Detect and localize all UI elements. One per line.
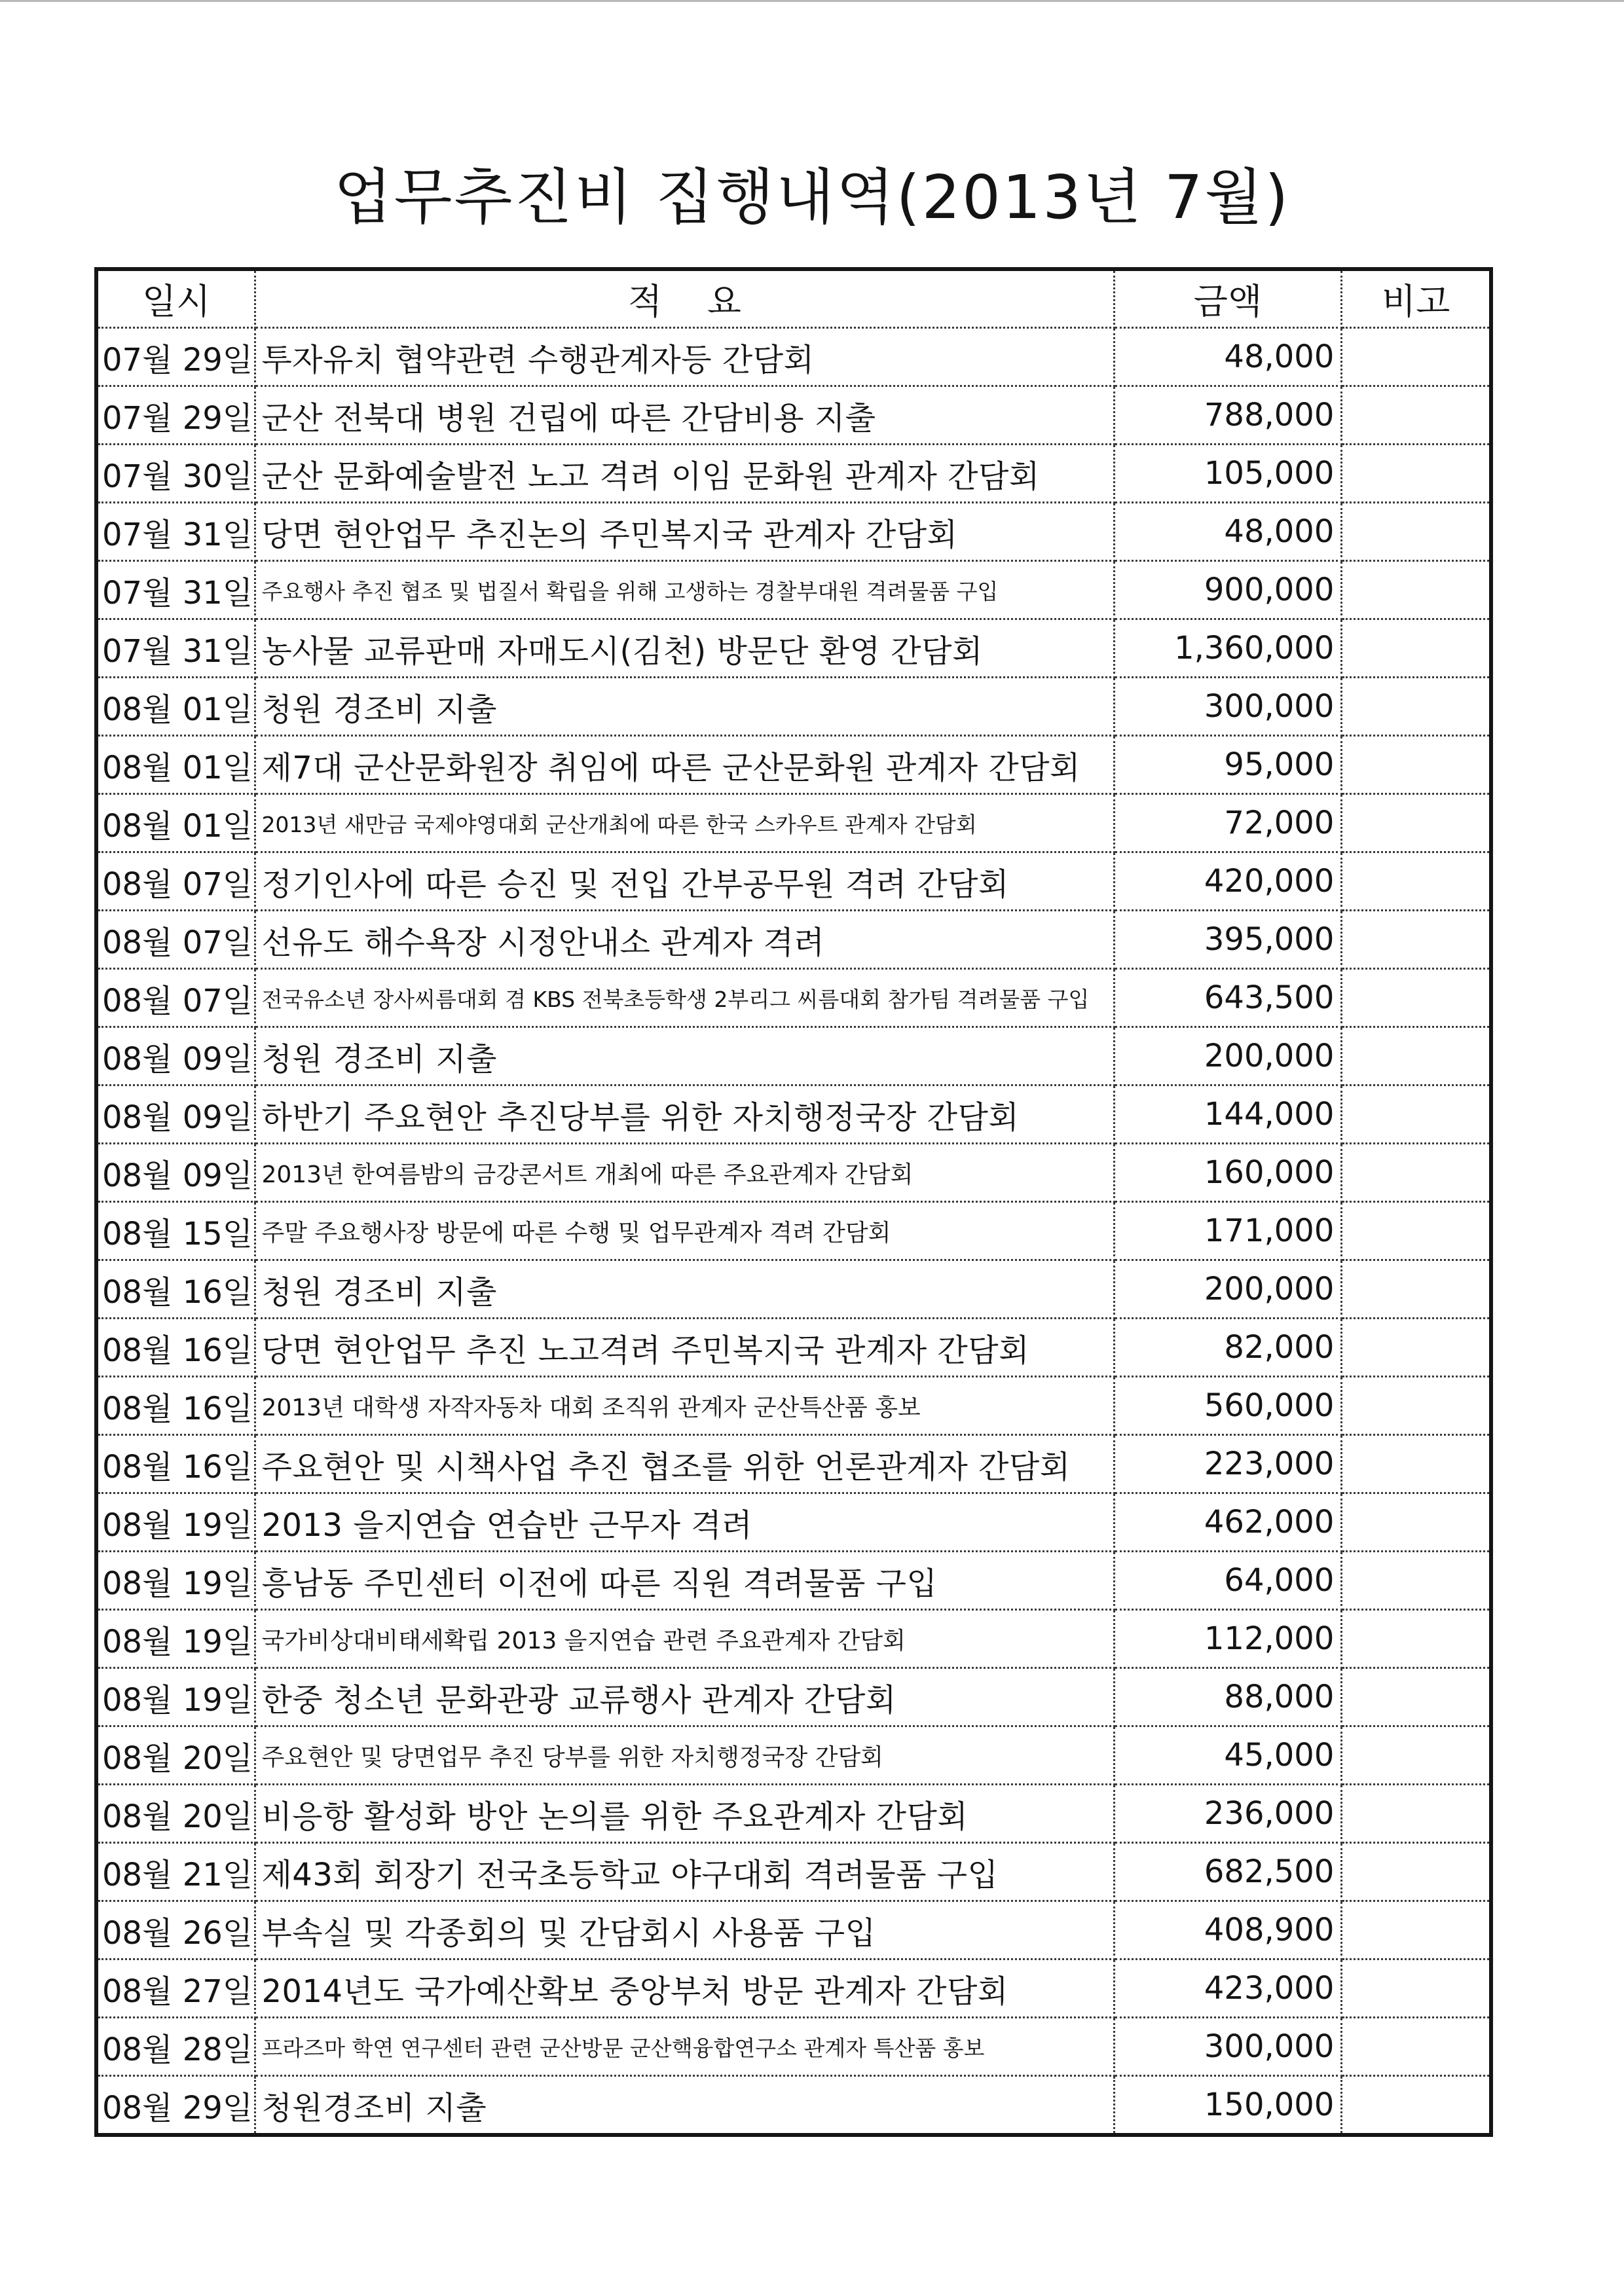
row-description: 2013년 새만금 국제야영대회 군산개최에 따른 한국 스카우트 관계자 간담회 [255,794,1114,852]
table-row [96,1493,1491,1552]
header-note: 비고 [1342,269,1491,328]
table-row [96,1377,1491,1435]
row-note [1342,678,1491,736]
row-description: 프라즈마 학연 연구센터 관련 군산방문 군산핵융합연구소 관계자 특산품 홍보 [255,2018,1114,2076]
table-row [96,445,1491,503]
row-note [1342,1843,1491,1901]
row-amount: 560,000 [1114,1377,1342,1435]
row-note [1342,2018,1491,2076]
table-row [96,1435,1491,1493]
row-amount: 643,500 [1114,969,1342,1027]
row-date: 08월 20일 [96,1726,255,1785]
row-note [1342,1552,1491,1610]
row-note [1342,2076,1491,2136]
row-note [1342,1493,1491,1552]
table-row [96,794,1491,852]
row-description: 2013년 한여름밤의 금강콘서트 개최에 따른 주요관계자 간담회 [255,1144,1114,1202]
row-description: 2013 을지연습 연습반 근무자 격려 [255,1493,1114,1552]
row-description: 당면 현안업무 추진논의 주민복지국 관계자 간담회 [255,503,1114,561]
row-amount: 64,000 [1114,1552,1342,1610]
row-amount: 223,000 [1114,1435,1342,1493]
table-row [96,1552,1491,1610]
row-amount: 395,000 [1114,911,1342,969]
row-date: 08월 19일 [96,1493,255,1552]
row-description: 국가비상대비태세확립 2013 을지연습 관련 주요관계자 간담회 [255,1610,1114,1668]
row-description: 청원경조비 지출 [255,2076,1114,2136]
row-date: 08월 09일 [96,1085,255,1144]
row-amount: 144,000 [1114,1085,1342,1144]
row-date: 07월 29일 [96,328,255,386]
row-note [1342,1785,1491,1843]
row-note [1342,386,1491,445]
row-date: 08월 28일 [96,2018,255,2076]
row-note [1342,1901,1491,1959]
row-amount: 462,000 [1114,1493,1342,1552]
row-amount: 72,000 [1114,794,1342,852]
table-row [96,328,1491,386]
row-note [1342,503,1491,561]
row-description: 흥남동 주민센터 이전에 따른 직원 격려물품 구입 [255,1552,1114,1610]
row-date: 08월 16일 [96,1435,255,1493]
row-description: 전국유소년 장사씨름대회 겸 KBS 전북초등학생 2부리그 씨름대회 참가팀 격려물품 구입 [255,969,1114,1027]
row-amount: 160,000 [1114,1144,1342,1202]
table-row [96,1901,1491,1959]
table-row [96,386,1491,445]
row-note [1342,1027,1491,1085]
row-date: 08월 16일 [96,1377,255,1435]
table-row [96,2018,1491,2076]
row-description: 한중 청소년 문화관광 교류행사 관계자 간담회 [255,1668,1114,1726]
row-description: 청원 경조비 지출 [255,1260,1114,1319]
row-note [1342,911,1491,969]
table-row [96,1085,1491,1144]
row-note [1342,1377,1491,1435]
table-body [96,328,1491,2136]
table-row [96,1027,1491,1085]
row-note [1342,445,1491,503]
row-date: 07월 31일 [96,619,255,678]
row-note [1342,1959,1491,2018]
row-amount: 788,000 [1114,386,1342,445]
table-row [96,1260,1491,1319]
row-date: 08월 29일 [96,2076,255,2136]
row-date: 08월 26일 [96,1901,255,1959]
row-amount: 112,000 [1114,1610,1342,1668]
scan-edge [0,0,1624,7]
row-description: 주말 주요행사장 방문에 따른 수행 및 업무관계자 격려 간담회 [255,1202,1114,1260]
table-row [96,1843,1491,1901]
row-note [1342,619,1491,678]
expense-table [94,267,1493,2137]
row-date: 08월 19일 [96,1610,255,1668]
row-note [1342,1202,1491,1260]
table-row [96,503,1491,561]
table-row [96,1785,1491,1843]
row-amount: 423,000 [1114,1959,1342,2018]
row-amount: 48,000 [1114,328,1342,386]
row-date: 07월 31일 [96,503,255,561]
table-row [96,678,1491,736]
row-date: 08월 01일 [96,794,255,852]
row-amount: 95,000 [1114,736,1342,794]
row-description: 주요행사 추진 협조 및 법질서 확립을 위해 고생하는 경찰부대원 격려물품 구입 [255,561,1114,619]
row-description: 청원 경조비 지출 [255,678,1114,736]
table-row [96,1726,1491,1785]
table-row [96,1202,1491,1260]
table-row [96,1668,1491,1726]
row-note [1342,1610,1491,1668]
row-amount: 171,000 [1114,1202,1342,1260]
header-row [96,269,1491,328]
header-date: 일시 [96,269,255,328]
row-date: 08월 09일 [96,1027,255,1085]
row-amount: 236,000 [1114,1785,1342,1843]
row-description: 투자유치 협약관련 수행관계자등 간담회 [255,328,1114,386]
table-row [96,736,1491,794]
row-amount: 408,900 [1114,1901,1342,1959]
row-description: 2013년 대학생 자작자동차 대회 조직위 관계자 군산특산품 홍보 [255,1377,1114,1435]
row-note [1342,736,1491,794]
header-description: 적 요 [255,269,1114,328]
row-description: 주요현안 및 시책사업 추진 협조를 위한 언론관계자 간담회 [255,1435,1114,1493]
row-date: 08월 16일 [96,1319,255,1377]
row-description: 군산 전북대 병원 건립에 따른 간담비용 지출 [255,386,1114,445]
row-amount: 45,000 [1114,1726,1342,1785]
table-row [96,619,1491,678]
row-description: 청원 경조비 지출 [255,1027,1114,1085]
row-amount: 1,360,000 [1114,619,1342,678]
row-date: 08월 01일 [96,678,255,736]
row-description: 정기인사에 따른 승진 및 전입 간부공무원 격려 간담회 [255,852,1114,911]
row-note [1342,561,1491,619]
row-date: 08월 07일 [96,911,255,969]
row-date: 08월 21일 [96,1843,255,1901]
row-note [1342,1726,1491,1785]
table-row [96,561,1491,619]
row-amount: 88,000 [1114,1668,1342,1726]
row-description: 하반기 주요현안 추진당부를 위한 자치행정국장 간담회 [255,1085,1114,1144]
table-row [96,969,1491,1027]
row-description: 주요현안 및 당면업무 추진 당부를 위한 자치행정국장 간담회 [255,1726,1114,1785]
row-date: 08월 19일 [96,1668,255,1726]
table-row [96,911,1491,969]
table-row [96,2076,1491,2136]
row-description: 제7대 군산문화원장 취임에 따른 군산문화원 관계자 간담회 [255,736,1114,794]
row-description: 비응항 활성화 방안 논의를 위한 주요관계자 간담회 [255,1785,1114,1843]
row-note [1342,328,1491,386]
row-date: 07월 30일 [96,445,255,503]
row-date: 08월 07일 [96,852,255,911]
row-amount: 682,500 [1114,1843,1342,1901]
row-date: 08월 20일 [96,1785,255,1843]
row-note [1342,1260,1491,1319]
row-amount: 105,000 [1114,445,1342,503]
row-description: 농사물 교류판매 자매도시(김천) 방문단 환영 간담회 [255,619,1114,678]
row-amount: 420,000 [1114,852,1342,911]
row-description: 선유도 해수욕장 시정안내소 관계자 격려 [255,911,1114,969]
row-date: 08월 19일 [96,1552,255,1610]
row-date: 08월 09일 [96,1144,255,1202]
page-title: 업무추진비 집행내역(2013년 7월) [333,162,1291,232]
table-row [96,1144,1491,1202]
row-description: 2014년도 국가예산확보 중앙부처 방문 관계자 간담회 [255,1959,1114,2018]
row-description: 부속실 및 각종회의 및 간담회시 사용품 구입 [255,1901,1114,1959]
table-row [96,1610,1491,1668]
row-description: 군산 문화예술발전 노고 격려 이임 문화원 관계자 간담회 [255,445,1114,503]
row-note [1342,969,1491,1027]
row-date: 08월 07일 [96,969,255,1027]
row-date: 08월 27일 [96,1959,255,2018]
row-amount: 300,000 [1114,678,1342,736]
table-row [96,1959,1491,2018]
row-amount: 200,000 [1114,1260,1342,1319]
row-note [1342,852,1491,911]
row-amount: 48,000 [1114,503,1342,561]
row-date: 08월 16일 [96,1260,255,1319]
row-date: 08월 01일 [96,736,255,794]
row-note [1342,1144,1491,1202]
row-amount: 200,000 [1114,1027,1342,1085]
row-amount: 150,000 [1114,2076,1342,2136]
table-row [96,1319,1491,1377]
row-description: 당면 현안업무 추진 노고격려 주민복지국 관계자 간담회 [255,1319,1114,1377]
row-amount: 300,000 [1114,2018,1342,2076]
row-description: 제43회 회장기 전국초등학교 야구대회 격려물품 구입 [255,1843,1114,1901]
row-note [1342,1435,1491,1493]
row-note [1342,1668,1491,1726]
row-note [1342,794,1491,852]
row-amount: 900,000 [1114,561,1342,619]
table-row [96,852,1491,911]
header-amount: 금액 [1114,269,1342,328]
row-note [1342,1085,1491,1144]
row-note [1342,1319,1491,1377]
row-amount: 82,000 [1114,1319,1342,1377]
row-date: 07월 31일 [96,561,255,619]
row-date: 07월 29일 [96,386,255,445]
row-date: 08월 15일 [96,1202,255,1260]
